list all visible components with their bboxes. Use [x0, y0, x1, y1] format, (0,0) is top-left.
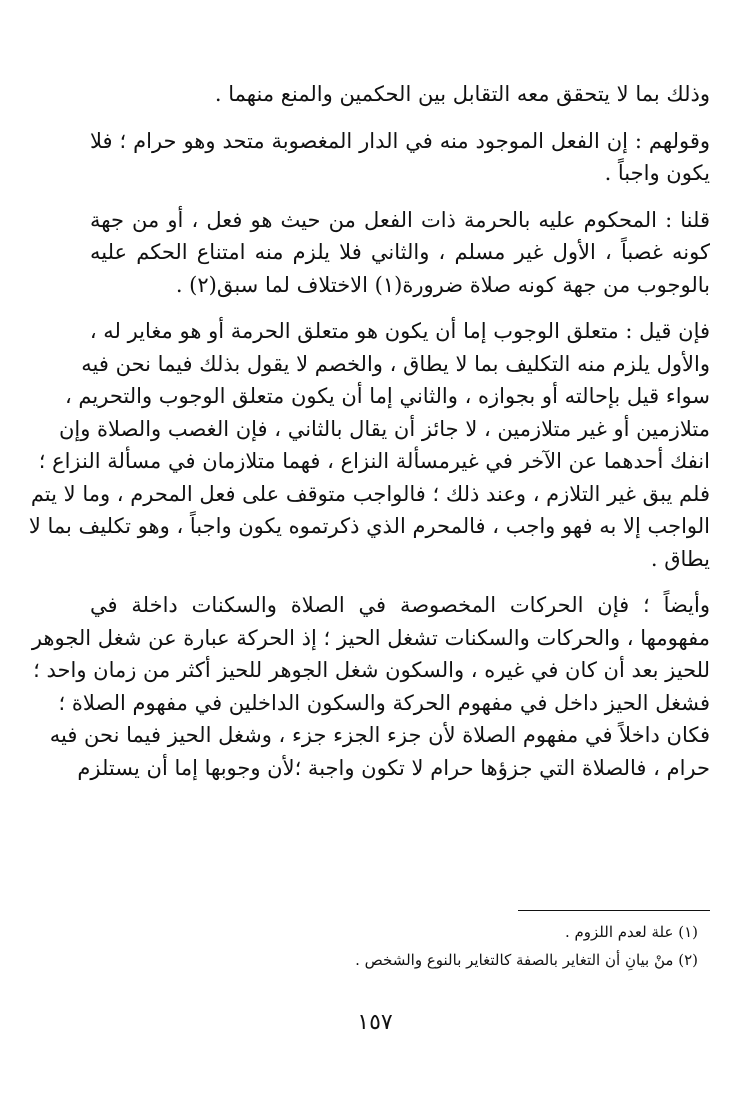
text-line: قلنا : المحكوم عليه بالحرمة ذات الفعل من حيث هو فعل ، أو من جهة — [90, 207, 710, 232]
text-line: وأيضاً ؛ فإن الحركات المخصوصة في الصلاة والسكنات داخلة في — [90, 593, 710, 617]
paragraph — [90, 78, 710, 111]
footnote: (٢) منْ بيانِ أن التغاير بالصفة كالتغاير بالنوع والشخص . — [355, 951, 698, 969]
text-line: وذلك بما لا يتحقق معه التقابل بين الحكمين والمنع منهما . — [214, 82, 710, 106]
footnote: (١) علة لعدم اللزوم . — [564, 923, 698, 941]
text-line: يطاق . — [650, 546, 710, 571]
footnote-separator — [518, 910, 710, 911]
text-line: حرام ، فالصلاة التي جزؤها حرام لا تكون واجبة ؛لأن وجوبها إما أن يستلزم — [77, 755, 710, 780]
text-line: يكون واجباً . — [604, 161, 710, 185]
paragraph — [28, 315, 710, 575]
paragraph — [31, 589, 710, 784]
page-number: ١٥٧ — [357, 1010, 393, 1035]
text-line: فإن قيل : متعلق الوجوب إما أن يكون هو متعلق الحرمة أو هو مغاير له ، — [89, 319, 710, 343]
text-line: انفك أحدهما عن الآخر في غيرمسألة النزاع ، فهما متلازمان في مسألة النزاع ؛ — [38, 449, 710, 473]
page-body — [28, 78, 710, 798]
footnotes — [290, 918, 710, 974]
text-line: بالوجوب من جهة كونه صلاة ضرورة(١) الاختلاف لما سبق(٢) . — [175, 272, 710, 297]
text-line: مفهومها ، والحركات والسكنات تشغل الحيز ؛ إذ الحركة عبارة عن شغل الجوهر — [31, 625, 710, 650]
text-line: فلم يبق غير التلازم ، وعند ذلك ؛ فالواجب متوقف على فعل المحرم ، وما لا يتم — [30, 481, 710, 506]
text-line: للحيز بعد أن كان في غيره ، والسكون شغل الجوهر للحيز أكثر من زمان واحد ؛ — [33, 658, 710, 682]
paragraph — [90, 204, 710, 302]
text-line: والأول يلزم منه التكليف بما لا يطاق ، والخصم لا يقول بذلك فيما نحن فيه — [81, 351, 710, 376]
text-line: فشغل الحيز داخل في مفهوم الحركة والسكون الداخلين في مفهوم الصلاة ؛ — [58, 690, 710, 715]
text-line: وقولهم : إن الفعل الموجود منه في الدار المغصوبة متحد وهو حرام ؛ فلا — [90, 128, 710, 153]
text-line: الواجب إلا به فهو واجب ، فالمحرم الذي ذكرتموه يكون واجباً ، وهو تكليف بما لا — [28, 514, 710, 538]
text-line: سواء قيل بإحالته أو بجوازه ، والثاني إما أن يكون متعلق الوجوب والتحريم ، — [64, 384, 710, 408]
text-line: متلازمين أو غير متلازمين ، لا جائز أن يقال بالثاني ، فإن الغصب والصلاة وإن — [58, 416, 710, 441]
paragraph — [90, 125, 710, 190]
text-line: فكان داخلاً في مفهوم الصلاة لأن جزء الجزء جزء ، وشغل الحيز فيما نحن فيه — [49, 723, 710, 747]
text-line: كونه غصباً ، الأول غير مسلم ، والثاني فلا يلزم منه امتناع الحكم عليه — [90, 240, 710, 264]
